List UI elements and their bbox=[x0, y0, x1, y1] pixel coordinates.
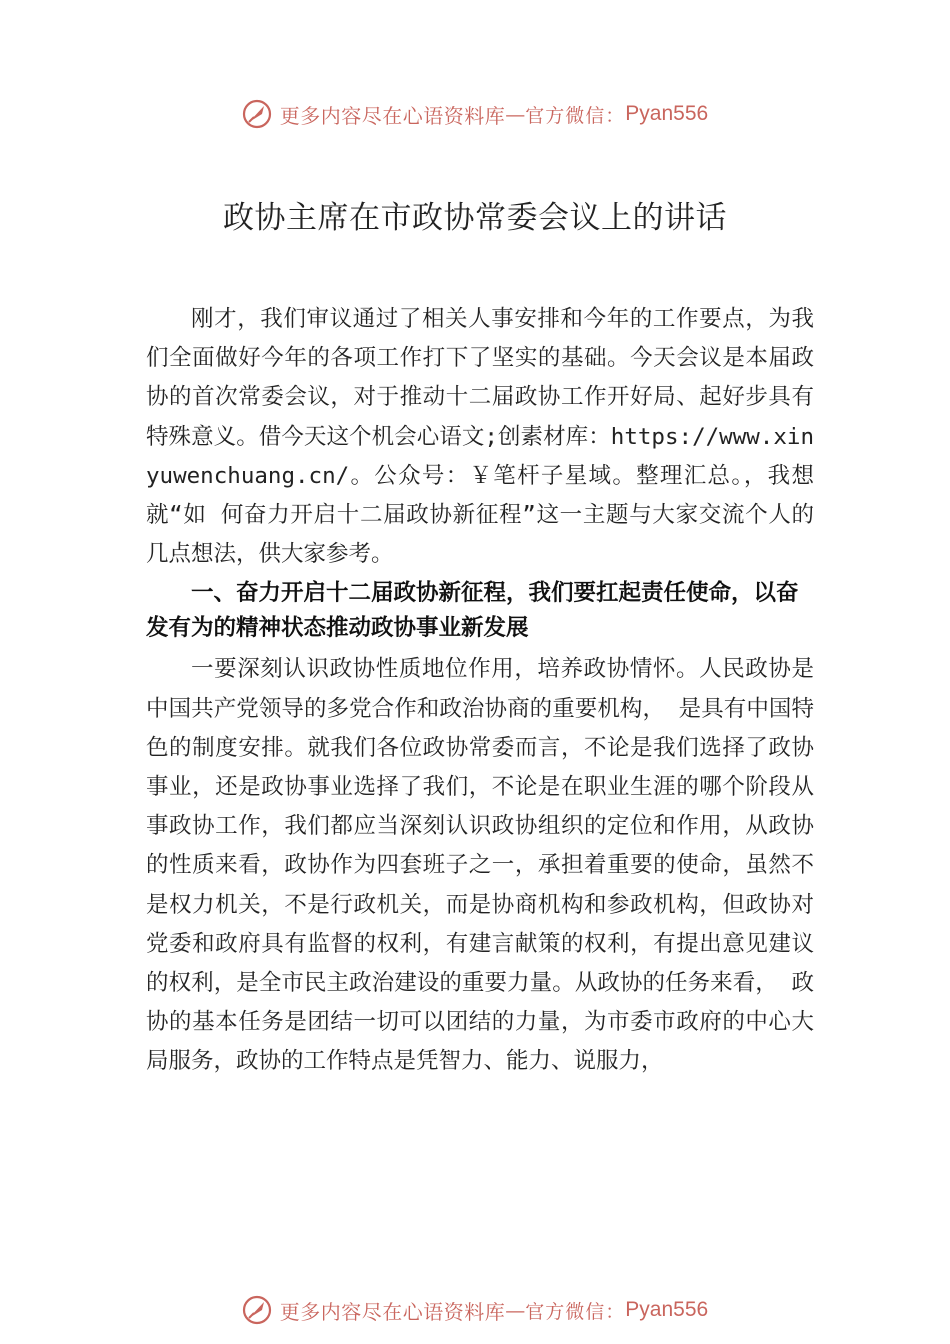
header-banner bbox=[0, 94, 950, 134]
banner-wechat-label: 官方微信： bbox=[525, 104, 626, 127]
banner-slogan: 更多内容尽在心语资料库 bbox=[279, 1299, 506, 1324]
footer-banner bbox=[0, 1290, 950, 1330]
body-paragraph-1: 一要深刻认识政协性质地位作用，培养政协情怀。人民政协是中国共产党领导的多党合作和政治协商的重要机构， 是具有中国特色的制度安排。就我们各位政协常委而言，不论是我们选择了政协事业，还是政协事业选择了我们，不论是在职业生涯的哪个阶段从事政协工作，我们都应当深刻认识政协组织的定位和作用，从政协的性质来看，政协作为四套班子之一，承担着重要的使命，虽然不是权力机关，不是行政机关，而是协商机构和参政机构，但政协对党委和政府具有监督的权利，有建言献策的权利，有提出意见建议的权利，是全市民主政治建设的重要力量。从政协的任务来看， 政协的基本任务是团结一切可以团结的力量，为市委市政府的中心大局服务，政协的工作特点是凭智力、能力、说服力， bbox=[146, 656, 814, 1075]
section-heading-1: 一、奋力开启十二届政协新征程，我们要扛起责任使命，以奋发有为的精神状态推动政协事业新发展 bbox=[146, 580, 799, 642]
banner-slogan: 更多内容尽在心语资料库 bbox=[279, 103, 506, 128]
document-body bbox=[146, 300, 814, 1082]
banner-separator: — bbox=[505, 102, 526, 126]
banner-wechat-id: Pyan556 bbox=[625, 102, 709, 125]
banner-separator: — bbox=[505, 1298, 526, 1322]
banner-wechat-label: 官方微信： bbox=[525, 1300, 626, 1323]
banner-wechat-id: Pyan556 bbox=[625, 1298, 709, 1321]
intro-paragraph: 刚才，我们审议通过了相关人事安排和今年的工作要点，为我们全面做好今年的各项工作打下了坚实的基础。今天会议是本届政协的首次常委会议，对于推动十二届政协工作开好局、起好步具有特殊意义。借今天这个机会心语文;创素材库：https://www.xinyuwenchuang.cn/。公众号：￥笔杆子星域。整理汇总。，我想就“如 何奋力开启十二届政协新征程”这一主题与大家交流个人的 几点想法，供大家参考。 bbox=[146, 306, 814, 568]
quill-logo-icon bbox=[242, 99, 272, 129]
quill-logo-icon bbox=[242, 1295, 272, 1325]
document-title: 政协主席在市政协常委会议上的讲话 bbox=[223, 200, 727, 236]
